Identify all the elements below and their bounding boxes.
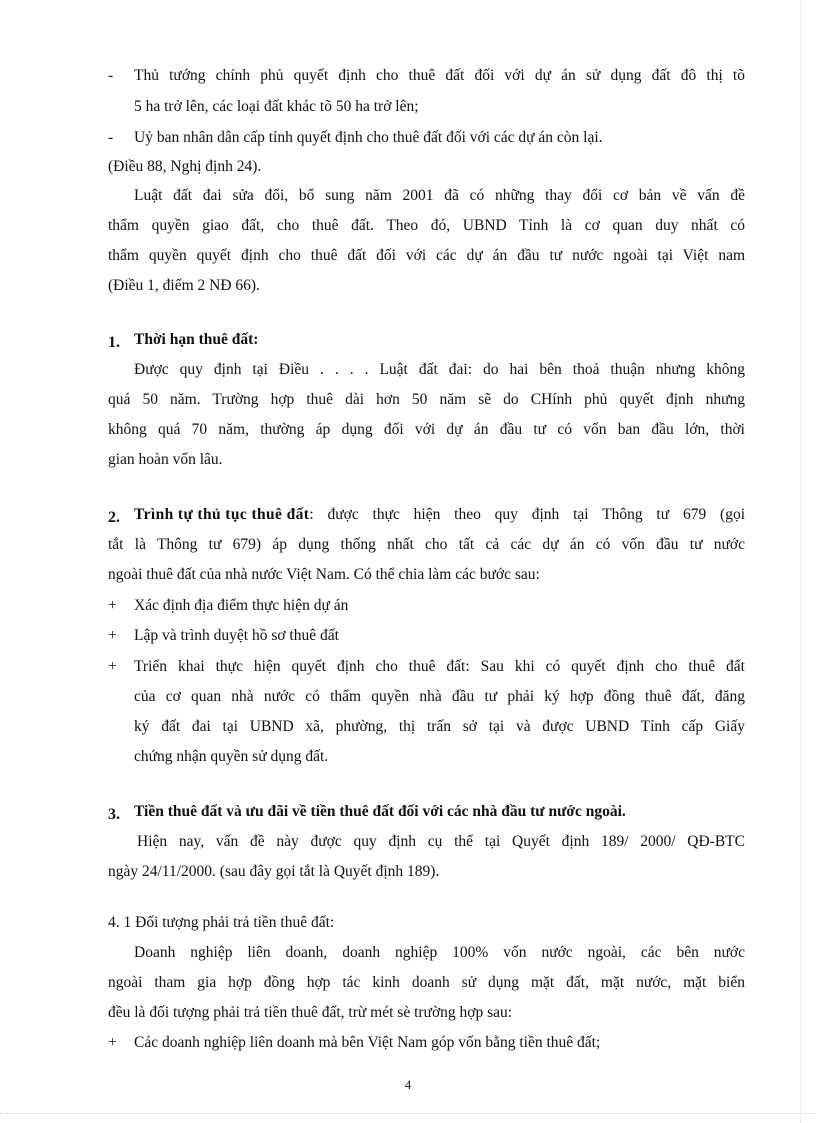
subsection-title: 4. 1 Đối tượng phải trả tiền thuê đất: xyxy=(108,914,335,931)
step-line: của cơ quan nhà nước có thẩm quyền nhà đầu tư phải ký hợp đồng thuê đất, đăng xyxy=(134,688,745,705)
plus-marker: + xyxy=(108,597,117,614)
paragraph-line: Luật đất đai sửa đổi, bổ sung năm 2001 đã có những thay đổi cơ bản về vấn đề xyxy=(134,187,745,204)
page-number: 4 xyxy=(404,1077,412,1092)
plus-marker: + xyxy=(108,1034,117,1051)
step-line: chứng nhận quyền sử dụng đất. xyxy=(134,748,329,765)
plus-marker: + xyxy=(108,627,117,644)
section-number: 3. xyxy=(108,806,120,823)
step-line: Triển khai thực hiện quyết định cho thuê đất: Sau khi có quyết định cho thuê đất xyxy=(134,658,745,675)
section-number: 2. xyxy=(108,509,120,526)
bullet-line: 5 ha trở lên, các loại đất khác tõ 50 ha trở lên; xyxy=(134,98,419,115)
section-intro: : được thực hiện theo quy định tại Thông tư 679 (gọi xyxy=(309,506,745,523)
paragraph-line: quá 50 năm. Trường hợp thuê dài hơn 50 năm sẽ do CHính phủ quyết định nhưng xyxy=(108,391,745,408)
section-title: Tiền thuê đất và ưu đãi về tiền thuê đất đối với các nhà đầu tư nước ngoài. xyxy=(134,803,626,820)
paragraph-line: Được quy định tại Điều . . . . Luật đất đai: do hai bên thoả thuận nhưng không xyxy=(134,361,745,378)
paragraph-line: Doanh nghiệp liên doanh, doanh nghiệp 100% vốn nước ngoài, các bên nước xyxy=(134,944,745,961)
section-heading-line xyxy=(134,505,745,525)
paragraph-line: không quá 70 năm, thường áp dụng đối với dự án đầu tư có vốn ban đầu lớn, thời xyxy=(108,421,745,438)
paragraph-line: gian hoàn vốn lâu. xyxy=(108,451,223,468)
dash-marker: - xyxy=(108,129,114,146)
citation: (Điều 88, Nghị định 24). xyxy=(108,158,262,175)
paragraph-line: ngoài tham gia hợp đồng hợp tác kinh doanh sử dụng mặt đất, mặt nước, mặt biển xyxy=(108,974,745,991)
page-bottom-edge xyxy=(0,1113,816,1114)
paragraph-line: thẩm quyền quyết định cho thuê đất đối với các dự án đầu tư nước ngoài tại Việt nam xyxy=(108,247,745,264)
plus-marker: + xyxy=(108,658,117,675)
step-line: Xác định địa điểm thực hiện dự án xyxy=(134,597,349,614)
paragraph-line: ngày 24/11/2000. (sau đây gọi tắt là Quyết định 189). xyxy=(108,863,440,880)
paragraph-line: ngoài thuê đất của nhà nước Việt Nam. Có thể chia làm các bước sau: xyxy=(108,566,540,583)
step-line: Lập và trình duyệt hồ sơ thuê đất xyxy=(134,627,339,644)
list-item-line: Các doanh nghiệp liên doanh mà bên Việt Nam góp vốn bằng tiền thuê đất; xyxy=(134,1034,601,1051)
section-title: Thời hạn thuê đất: xyxy=(134,331,259,348)
section-title: Trình tự thủ tục thuê đất xyxy=(134,506,310,523)
paragraph-line: Hiện nay, vấn đề này được quy định cụ thể tại Quyết định 189/ 2000/ QĐ-BTC xyxy=(137,833,745,850)
step-line: ký đất đai tại UBND xã, phường, thị trấn sở tại và được UBND Tỉnh cấp Giấy xyxy=(134,718,745,735)
bullet-line: Thủ tướng chính phủ quyết định cho thuê đất đối với dự án sử dụng đất đô thị tõ xyxy=(134,67,745,84)
dash-marker: - xyxy=(108,67,114,84)
paragraph-line: (Điều 1, điểm 2 NĐ 66). xyxy=(108,277,260,294)
page-right-edge xyxy=(800,0,801,1123)
paragraph-line: thẩm quyền giao đất, cho thuê đất. Theo đó, UBND Tỉnh là cơ quan duy nhất có xyxy=(108,217,745,234)
paragraph-line: đều là đối tượng phải trả tiền thuê đất, trừ mét sè trường hợp sau: xyxy=(108,1004,513,1021)
paragraph-line: tắt là Thông tư 679) áp dụng thống nhất cho tất cả các dự án có vốn đầu tư nước xyxy=(108,536,745,553)
bullet-line: Uỷ ban nhân dân cấp tỉnh quyết định cho thuê đất đối với các dự án còn lại. xyxy=(134,129,603,146)
section-number: 1. xyxy=(108,334,120,351)
